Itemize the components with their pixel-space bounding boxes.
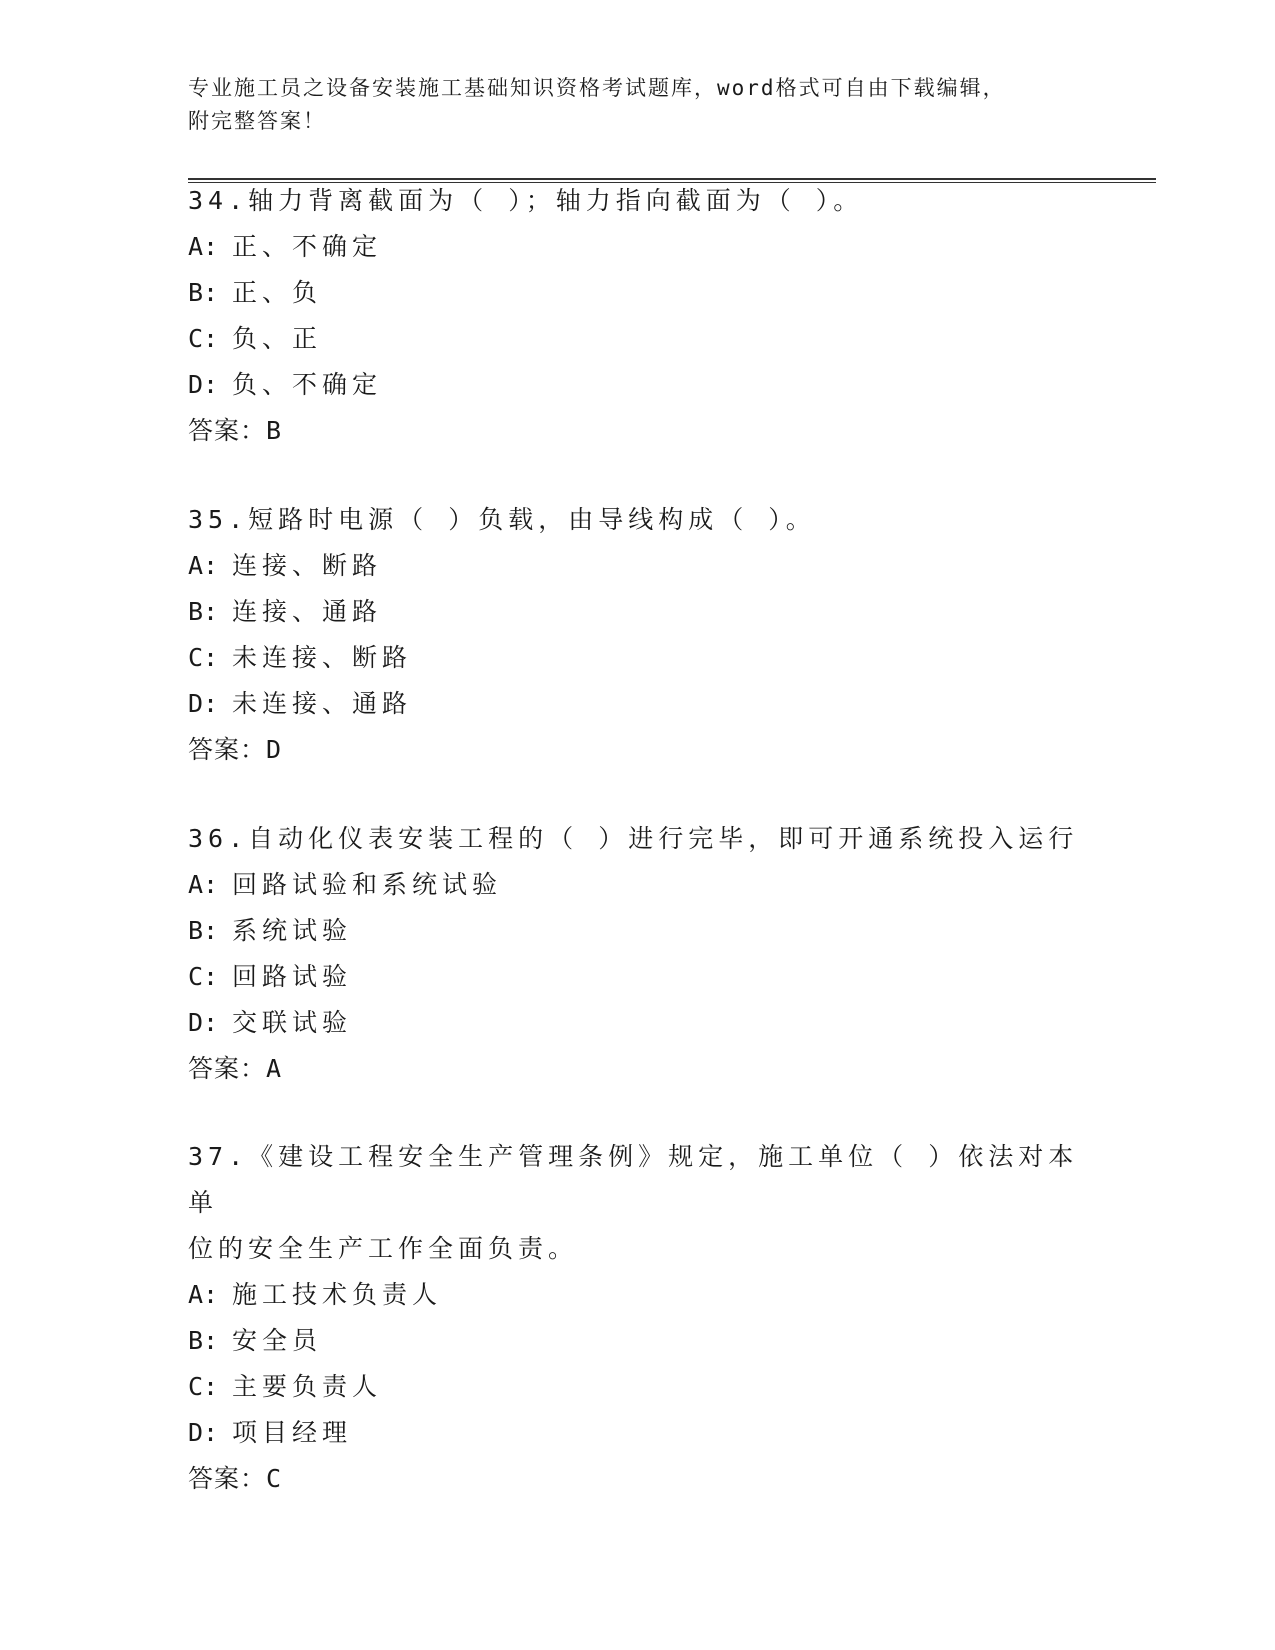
option-key: D: — [188, 1418, 219, 1447]
option-key: B: — [188, 916, 219, 945]
option-text: 未连接、通路 — [232, 689, 413, 718]
option-c — [188, 1364, 1088, 1410]
answer-line: 答案：C — [188, 1464, 283, 1493]
question-stem-line-1: 37.《建设工程安全生产管理条例》规定，施工单位（ ）依法对本单 — [188, 1142, 1079, 1217]
option-key: C: — [188, 1372, 219, 1401]
option-key: A: — [188, 1280, 219, 1309]
option-d — [188, 1000, 1088, 1046]
option-d — [188, 681, 1088, 727]
option-key: C: — [188, 324, 219, 353]
option-key: C: — [188, 643, 219, 672]
option-text: 施工技术负责人 — [232, 1280, 443, 1309]
option-key: A: — [188, 870, 219, 899]
question-stem: 35.短路时电源（ ）负载，由导线构成（ ）。 — [188, 505, 816, 534]
option-text: 负、正 — [232, 324, 323, 353]
option-text: 连接、通路 — [232, 597, 383, 626]
answer-line: 答案：A — [188, 1054, 283, 1083]
option-d — [188, 1410, 1088, 1456]
option-key: B: — [188, 278, 219, 307]
option-text: 回路试验 — [232, 962, 353, 991]
option-key: B: — [188, 1326, 219, 1355]
option-c — [188, 635, 1088, 681]
option-b — [188, 589, 1088, 635]
option-key: A: — [188, 551, 219, 580]
option-b — [188, 270, 1088, 316]
question-stem-line-2: 位的安全生产工作全面负责。 — [188, 1234, 579, 1263]
option-text: 安全员 — [232, 1326, 323, 1355]
option-key: D: — [188, 689, 219, 718]
option-key: C: — [188, 962, 219, 991]
option-b — [188, 1318, 1088, 1364]
option-a — [188, 543, 1088, 589]
option-text: 负、不确定 — [232, 370, 383, 399]
answer-line: 答案：B — [188, 416, 283, 445]
option-text: 交联试验 — [232, 1008, 353, 1037]
question-35 — [188, 497, 1088, 773]
question-34 — [188, 178, 1088, 454]
option-a — [188, 1272, 1088, 1318]
option-d — [188, 362, 1088, 408]
option-text: 正、负 — [232, 278, 323, 307]
option-a — [188, 224, 1088, 270]
option-c — [188, 954, 1088, 1000]
header-intro-line-1: 专业施工员之设备安装施工基础知识资格考试题库，word格式可自由下载编辑， — [188, 76, 1006, 100]
option-text: 主要负责人 — [232, 1372, 383, 1401]
option-key: A: — [188, 232, 219, 261]
option-c — [188, 316, 1088, 362]
option-key: D: — [188, 1008, 219, 1037]
option-a — [188, 862, 1088, 908]
question-stem: 36.自动化仪表安装工程的（ ）进行完毕，即可开通系统投入运行 — [188, 824, 1079, 853]
option-text: 未连接、断路 — [232, 643, 413, 672]
option-key: D: — [188, 370, 219, 399]
question-37 — [188, 1134, 1088, 1502]
header-intro-line-2: 附完整答案！ — [188, 109, 326, 133]
option-text: 系统试验 — [232, 916, 353, 945]
option-text: 回路试验和系统试验 — [232, 870, 503, 899]
option-text: 正、不确定 — [232, 232, 383, 261]
answer-line: 答案：D — [188, 735, 283, 764]
option-text: 项目经理 — [232, 1418, 353, 1447]
option-key: B: — [188, 597, 219, 626]
document-header — [188, 72, 1088, 138]
question-stem: 34.轴力背离截面为（ ）；轴力指向截面为（ ）。 — [188, 186, 864, 215]
option-b — [188, 908, 1088, 954]
option-text: 连接、断路 — [232, 551, 383, 580]
question-36 — [188, 816, 1088, 1092]
